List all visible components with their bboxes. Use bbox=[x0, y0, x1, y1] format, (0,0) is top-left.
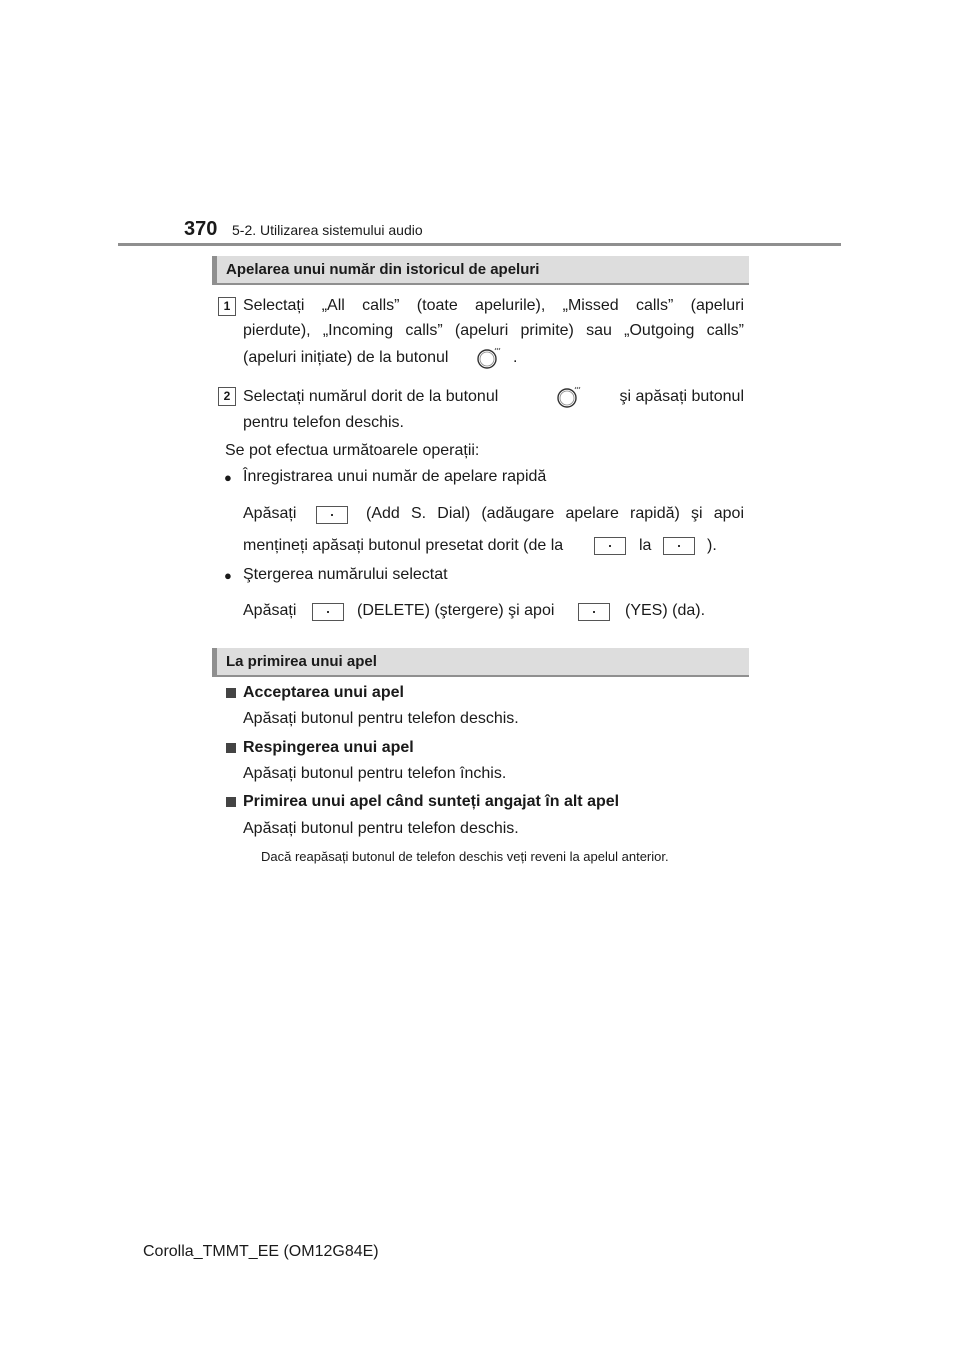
operations-intro: Se pot efectua următoarele operații: bbox=[225, 442, 480, 459]
step1-line3 bbox=[243, 349, 448, 367]
item3-text: Apăsați butonul pentru telefon deschis. bbox=[243, 820, 519, 837]
step1-line3-end: . bbox=[513, 349, 518, 366]
page-number: 370 bbox=[184, 218, 218, 240]
op1-line2-mid: la bbox=[639, 537, 652, 554]
running-header: 5-2. Utilizarea sistemului audio bbox=[232, 222, 423, 238]
step2-line1-end: şi apăsați butonul bbox=[619, 388, 744, 405]
op2-title: Ştergerea numărului selectat bbox=[243, 566, 448, 583]
step2-line1-start: Selectați numărul dorit de la butonul bbox=[243, 388, 499, 405]
black-square-bullet bbox=[226, 688, 236, 698]
preset-button-icon bbox=[663, 537, 695, 555]
item2-title: Respingerea unui apel bbox=[243, 739, 414, 756]
op1-line2-end: ). bbox=[707, 537, 717, 554]
preset-button-icon bbox=[312, 603, 344, 621]
op2-line-start: Apăsați bbox=[243, 602, 297, 619]
item2-text: Apăsați butonul pentru telefon închis. bbox=[243, 765, 507, 782]
black-circle-bullet: ● bbox=[224, 568, 232, 583]
black-circle-bullet: ● bbox=[224, 470, 232, 485]
section-heading-call-history: Apelarea unui număr din istoricul de apeluri bbox=[212, 256, 749, 285]
item3-title: Primirea unui apel când sunteți angajat în alt apel bbox=[243, 793, 620, 810]
step2-line2: pentru telefon deschis. bbox=[243, 414, 404, 431]
preset-button-icon bbox=[316, 506, 348, 524]
step1-line2: pierdute), „Incoming calls” (apeluri primite) sau „Outgoing calls” bbox=[243, 322, 744, 339]
step-number-1: 1 bbox=[218, 297, 236, 316]
op1-title: Înregistrarea unui număr de apelare rapidă bbox=[243, 468, 547, 485]
preset-button-icon bbox=[578, 603, 610, 621]
op1-line2-start: mențineți apăsați butonul presetat dorit (de la bbox=[243, 537, 564, 554]
tune-knob-icon bbox=[476, 346, 502, 372]
item1-text: Apăsați butonul pentru telefon deschis. bbox=[243, 710, 519, 727]
op2-line-end: (YES) (da). bbox=[625, 602, 706, 619]
black-square-bullet bbox=[226, 797, 236, 807]
black-square-bullet bbox=[226, 743, 236, 753]
op1-line1-end: (Add S. Dial) (adăugare apelare rapidă) şi apoi bbox=[366, 505, 744, 522]
header-rule bbox=[118, 243, 841, 246]
preset-button-icon bbox=[594, 537, 626, 555]
item1-title: Acceptarea unui apel bbox=[243, 684, 404, 701]
tune-knob-icon bbox=[556, 385, 582, 411]
step1-line3-text: (apeluri inițiate) de la butonul bbox=[243, 349, 449, 366]
step1-line1: Selectați „All calls” (toate apelurile), „Missed calls” (apeluri bbox=[243, 297, 744, 314]
step-number-2: 2 bbox=[218, 387, 236, 406]
op1-line1-start: Apăsați bbox=[243, 505, 297, 522]
section-heading-incoming-call: La primirea unui apel bbox=[212, 648, 749, 677]
footer-document-id: Corolla_TMMT_EE (OM12G84E) bbox=[143, 1243, 379, 1260]
note-text: Dacă reapăsați butonul de telefon deschis veți reveni la apelul anterior. bbox=[261, 849, 669, 864]
op2-line-mid: (DELETE) (ştergere) şi apoi bbox=[357, 602, 555, 619]
